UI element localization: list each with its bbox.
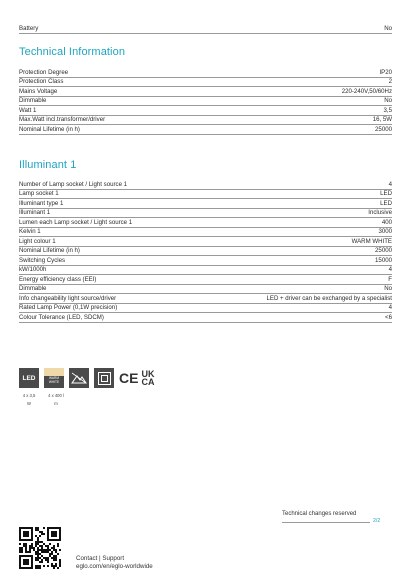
contact-block bbox=[76, 555, 153, 571]
footer-divider bbox=[282, 522, 370, 523]
spec-row bbox=[19, 218, 392, 228]
spec-label: Battery bbox=[19, 24, 39, 32]
spec-row bbox=[19, 78, 392, 88]
spec-label: Light colour 1 bbox=[19, 237, 56, 245]
spec-value: LED bbox=[380, 190, 392, 197]
spec-label: Colour Tolerance (LED, SDCM) bbox=[19, 313, 104, 321]
spec-row bbox=[19, 237, 392, 247]
spec-label: Protection Class bbox=[19, 78, 64, 85]
ce-mark-icon: CE bbox=[119, 369, 139, 386]
spec-row bbox=[19, 247, 392, 257]
spec-row bbox=[19, 116, 392, 126]
ukca-mark-icon bbox=[141, 370, 154, 386]
spec-row bbox=[19, 228, 392, 238]
spec-value: 220-240V,50/60Hz bbox=[341, 87, 392, 95]
spec-row bbox=[19, 190, 392, 200]
spec-value: 4 bbox=[388, 180, 392, 188]
spec-value: 25000 bbox=[375, 125, 392, 133]
led-icon bbox=[19, 368, 39, 388]
spec-label: Dimmable bbox=[19, 97, 47, 104]
spec-value: 3,5 bbox=[383, 106, 392, 114]
spec-label: Mains Voltage bbox=[19, 87, 58, 95]
spec-row bbox=[19, 87, 392, 97]
spec-label: Energy efficiency class (EEI) bbox=[19, 275, 97, 283]
spec-value: 400 bbox=[381, 218, 392, 226]
illuminant-table bbox=[19, 180, 392, 323]
conformity-marks bbox=[119, 370, 154, 386]
spec-label: Number of Lamp socket / Light source 1 bbox=[19, 180, 128, 188]
spec-row bbox=[19, 180, 392, 190]
spec-value: No bbox=[384, 285, 392, 292]
page-number: 2/2 bbox=[373, 518, 381, 524]
spec-row bbox=[19, 285, 392, 295]
not-dimmable-icon bbox=[69, 368, 89, 388]
ukca-bottom: CA bbox=[141, 377, 155, 387]
spec-value: 4 bbox=[388, 266, 392, 273]
spec-value: LED bbox=[380, 199, 392, 207]
spec-label: kW/1000h bbox=[19, 266, 47, 273]
spec-label: Nominal Lifetime (in h) bbox=[19, 247, 80, 254]
spec-value: 3000 bbox=[378, 228, 392, 235]
spec-label: Max.Watt incl.transformer/driver bbox=[19, 116, 106, 123]
spec-label: Lumen each Lamp socket / Light source 1 bbox=[19, 218, 133, 226]
protection-class-2-icon bbox=[94, 368, 114, 388]
warm-white-label: WARM WHITE bbox=[48, 376, 60, 384]
spec-value: 16, 5W bbox=[372, 116, 392, 123]
certification-icons bbox=[19, 368, 154, 388]
spec-label: Dimmable bbox=[19, 285, 47, 292]
spec-label: Watt 1 bbox=[19, 106, 37, 114]
spec-row bbox=[19, 275, 392, 285]
qr-code-icon[interactable] bbox=[19, 527, 61, 569]
spec-label: Lamp socket 1 bbox=[19, 190, 59, 197]
illuminant-title: Illuminant 1 bbox=[19, 159, 77, 171]
contact-url[interactable]: eglo.com/en/eglo-worldwide bbox=[76, 563, 153, 570]
spec-label: Switching Cycles bbox=[19, 256, 66, 264]
ukca-top: UK bbox=[141, 369, 155, 379]
spec-value: WARM WHITE bbox=[351, 237, 392, 245]
spec-value: No bbox=[384, 97, 392, 104]
spec-label: Illuminant type 1 bbox=[19, 199, 64, 207]
warm-white-icon bbox=[44, 368, 64, 388]
technical-changes-note: Technical changes reserved bbox=[282, 511, 357, 517]
spec-row bbox=[19, 209, 392, 219]
spec-row bbox=[19, 313, 392, 323]
lumen-caption bbox=[45, 392, 67, 408]
spec-value: F bbox=[388, 275, 392, 283]
spec-value: 25000 bbox=[375, 247, 392, 254]
spec-row bbox=[19, 68, 392, 78]
spec-value: 2 bbox=[388, 78, 392, 85]
spec-label: Rated Lamp Power (0,1W precision) bbox=[19, 304, 118, 311]
lumen-caption-line2: m bbox=[54, 401, 58, 406]
contact-support-label[interactable]: Contact | Support bbox=[76, 555, 125, 562]
spec-label: Protection Degree bbox=[19, 68, 69, 76]
technical-info-title: Technical Information bbox=[19, 46, 126, 58]
spec-value: LED + driver can be exchanged by a specialist bbox=[266, 294, 392, 302]
watt-caption-line1: 4 x 3,5 bbox=[22, 393, 36, 398]
top-spec-table bbox=[19, 24, 392, 34]
spec-row bbox=[19, 125, 392, 135]
watt-caption bbox=[19, 392, 39, 408]
spec-label: Info changeability light source/driver bbox=[19, 294, 117, 302]
spec-row bbox=[19, 304, 392, 314]
spec-value: Inclusive bbox=[368, 209, 392, 216]
spec-label: Nominal Lifetime (in h) bbox=[19, 125, 80, 133]
spec-label: Illuminant 1 bbox=[19, 209, 51, 216]
spec-row bbox=[19, 106, 392, 116]
spec-value: <6 bbox=[385, 313, 392, 321]
spec-value: 15000 bbox=[375, 256, 392, 264]
spec-row bbox=[19, 266, 392, 276]
spec-value: IP20 bbox=[379, 68, 392, 76]
led-icon-label: LED bbox=[22, 374, 36, 382]
lumen-caption-line1: 4 x 400 l bbox=[48, 393, 64, 398]
spec-value: No bbox=[384, 24, 392, 32]
spec-row bbox=[19, 199, 392, 209]
spec-label: Kelvin 1 bbox=[19, 228, 41, 235]
spec-value: 4 bbox=[388, 304, 392, 311]
spec-row bbox=[19, 294, 392, 304]
watt-caption-line2: W bbox=[27, 401, 31, 406]
spec-row bbox=[19, 24, 392, 34]
spec-row bbox=[19, 256, 392, 266]
technical-info-table bbox=[19, 68, 392, 135]
spec-row bbox=[19, 97, 392, 107]
